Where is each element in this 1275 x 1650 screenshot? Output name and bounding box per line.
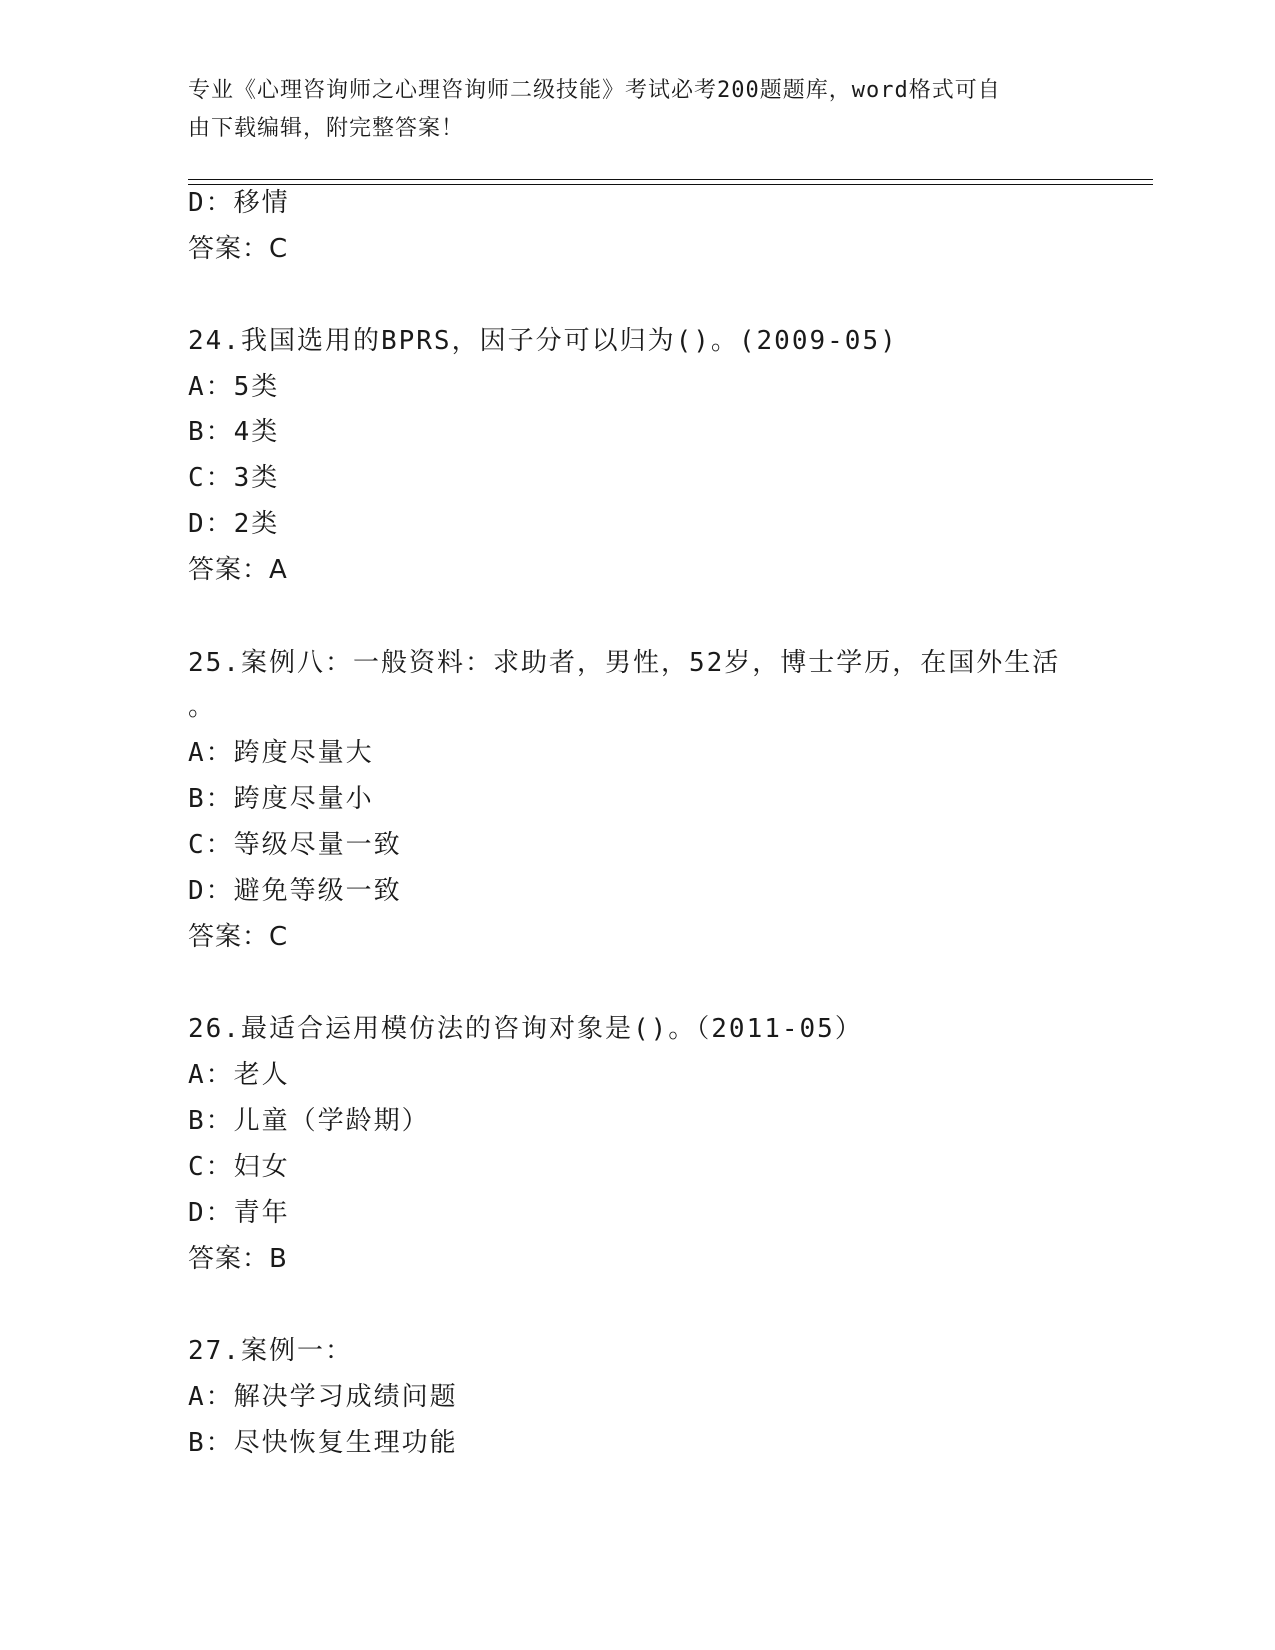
option-line: B：儿童（学龄期） [188,1106,430,1136]
question-text: 27.案例一： [188,1336,353,1366]
header-line-2: 由下载编辑，附完整答案！ [188,116,465,141]
option-line: B：尽快恢复生理功能 [188,1428,458,1458]
header-rule-bottom [188,184,1153,185]
option-line: A：5类 [188,372,280,402]
question-text: 24.我国选用的BPRS，因子分可以归为()。(2009-05) [188,326,898,356]
option-line: B：跨度尽量小 [188,784,374,814]
question-text: 26.最适合运用模仿法的咨询对象是()。（2011-05） [188,1014,863,1044]
question-text: 。 [188,692,217,722]
question-text: 25.案例八：一般资料：求助者，男性，52岁，博士学历，在国外生活 [188,648,1061,678]
option-line: C：等级尽量一致 [188,830,402,860]
header-rule-top [188,179,1153,180]
option-line: B：4类 [188,417,280,447]
option-line: D：2类 [188,509,280,539]
option-line: D：避免等级一致 [188,876,402,906]
answer-line: 答案：A [188,555,288,585]
document-header [188,72,1068,148]
option-line: C：3类 [188,463,280,493]
option-line: A：跨度尽量大 [188,738,374,768]
header-line-1: 专业《心理咨询师之心理咨询师二级技能》考试必考200题题库，word格式可自 [188,78,1001,103]
answer-line: 答案：B [188,1244,288,1274]
answer-line: 答案：C [188,234,289,264]
option-line: C：妇女 [188,1152,290,1182]
option-line: D：移情 [188,188,290,218]
option-line: D：青年 [188,1198,290,1228]
option-line: A：解决学习成绩问题 [188,1382,458,1412]
answer-line: 答案：C [188,922,289,952]
option-line: A：老人 [188,1060,290,1090]
